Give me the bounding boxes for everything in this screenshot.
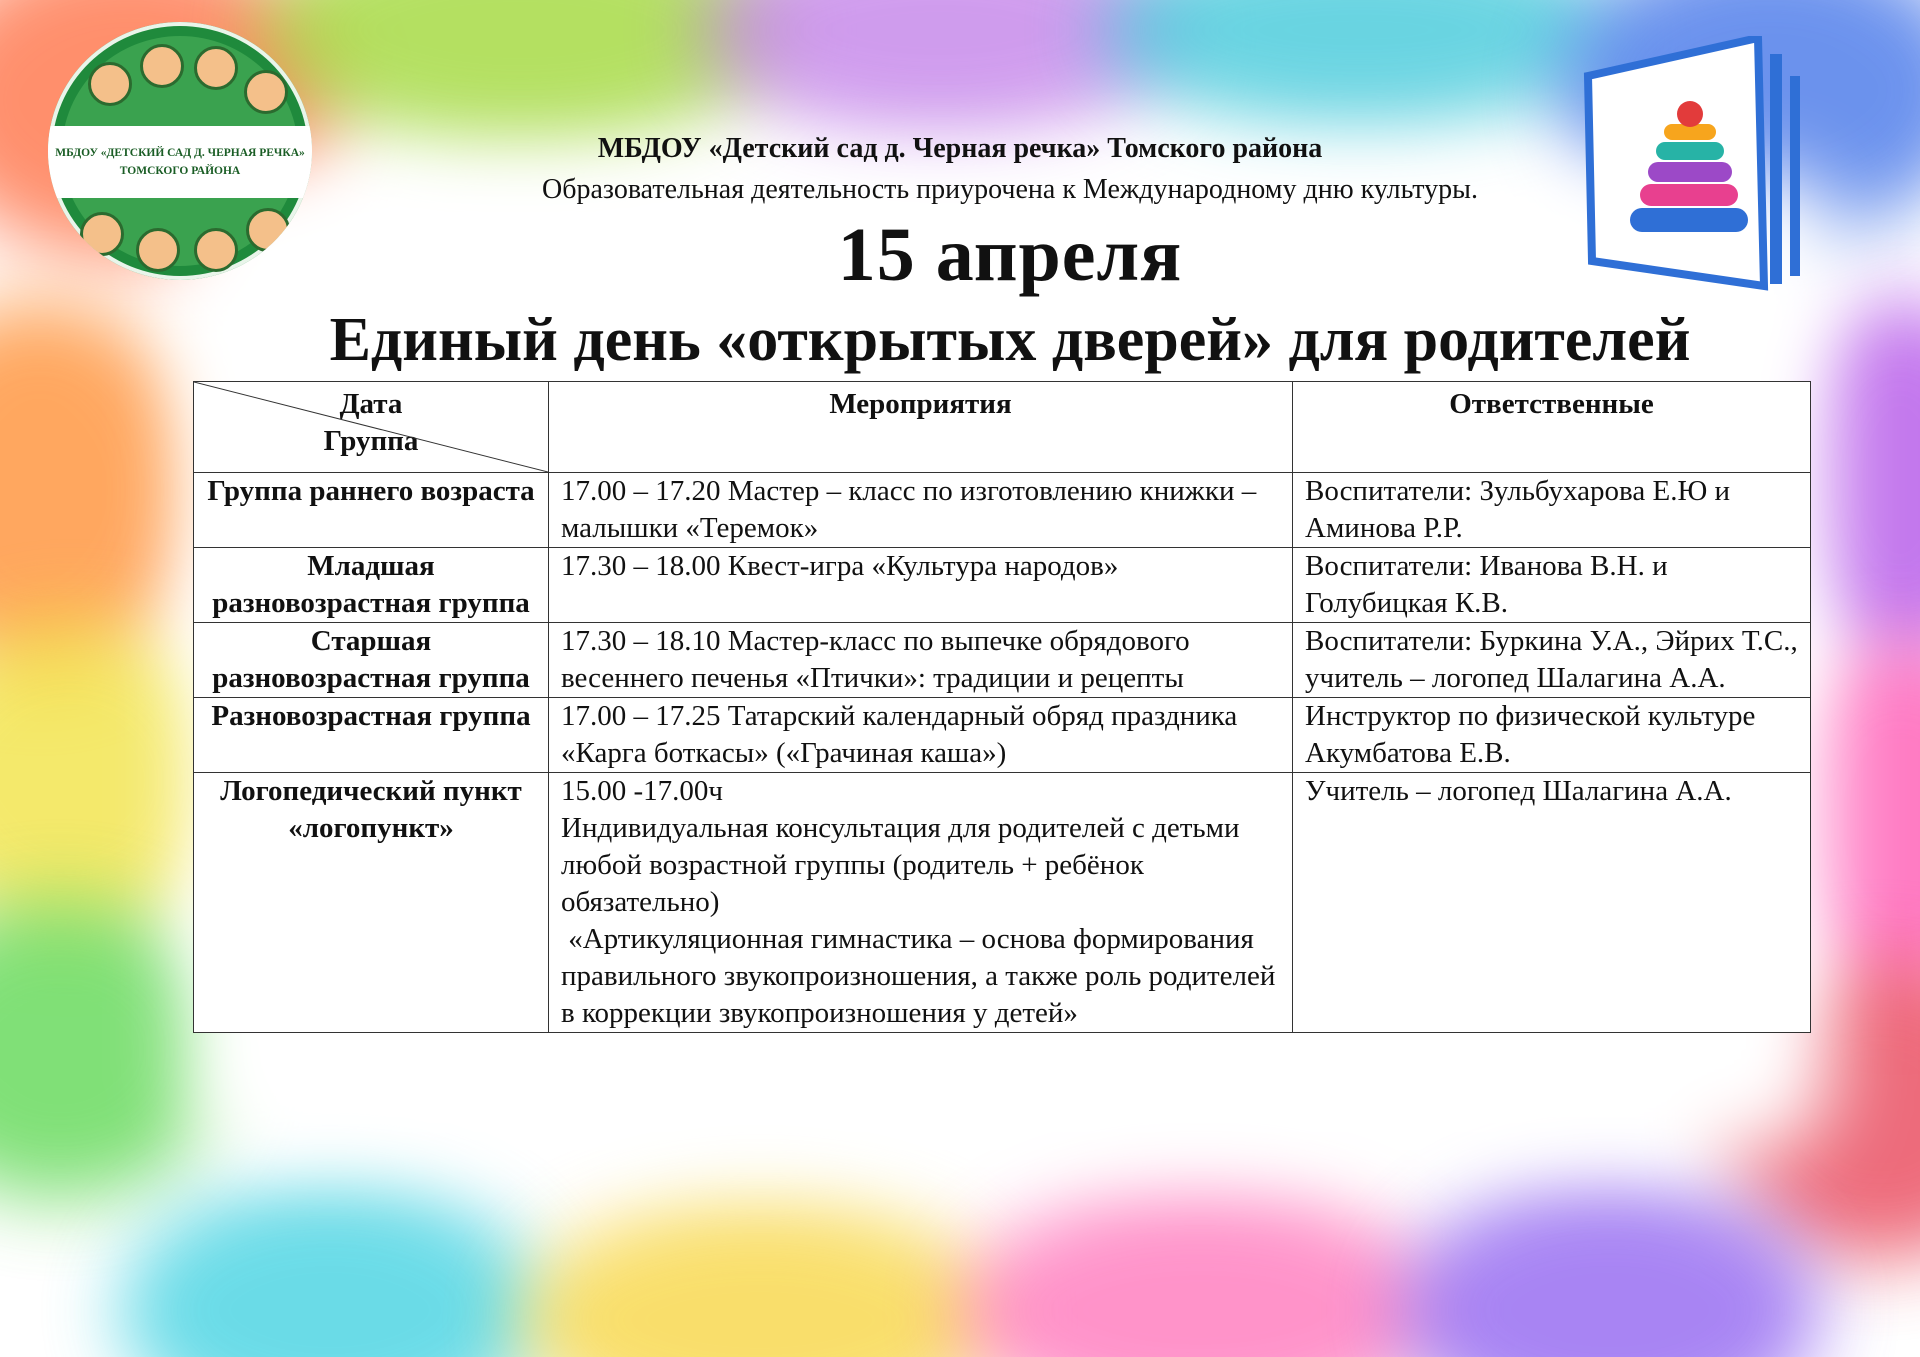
event-line: 17.30 – 18.00 Квест-игра «Культура народов» bbox=[561, 550, 1119, 582]
events-cell bbox=[549, 623, 1293, 698]
event-line: «Артикуляционная гимнастика – основа формирования правильного звукопроизношения, а также роль родителей в коррекции звукопроизношения у детей» bbox=[561, 923, 1283, 1029]
corner-header bbox=[194, 382, 549, 473]
event-line: 17.00 – 17.25 Татарский календарный обряд праздника «Карга боткасы» («Грачиная каша») bbox=[561, 700, 1245, 769]
responsible-cell: Инструктор по физической культуре Акумбатова Е.В. bbox=[1293, 698, 1811, 773]
logo-text-line1: МБДОУ «ДЕТСКИЙ САД Д. ЧЕРНАЯ РЕЧКА» bbox=[55, 146, 305, 159]
responsible-cell: Воспитатели: Иванова В.Н. и Голубицкая К.В. bbox=[1293, 548, 1811, 623]
events-cell bbox=[549, 698, 1293, 773]
event-line: 17.00 – 17.20 Мастер – класс по изготовлению книжки – малышки «Теремок» bbox=[561, 475, 1264, 544]
page-title: Единый день «открытых дверей» для родителей bbox=[329, 306, 1691, 374]
event-subtitle: Образовательная деятельность приурочена к Международному дню культуры. bbox=[542, 174, 1478, 205]
group-cell: Младшая разновозрастная группа bbox=[194, 548, 549, 623]
header-responsible: Ответственные bbox=[1293, 382, 1811, 473]
header-events: Мероприятия bbox=[549, 382, 1293, 473]
event-line: 15.00 -17.00ч bbox=[561, 775, 723, 807]
logo-text-line2: ТОМСКОГО РАЙОНА bbox=[119, 165, 241, 177]
event-line: 17.30 – 18.10 Мастер-класс по выпечке обрядового весеннего печенья «Птички»: традиции и рецепты bbox=[561, 625, 1197, 694]
events-cell bbox=[549, 473, 1293, 548]
table-header-row bbox=[194, 382, 1811, 473]
events-cell bbox=[549, 548, 1293, 623]
group-cell: Разновозрастная группа bbox=[194, 698, 549, 773]
responsible-cell: Воспитатели: Зульбухарова Е.Ю и Аминова Р.Р. bbox=[1293, 473, 1811, 548]
table-row bbox=[194, 698, 1811, 773]
diagonal-divider bbox=[194, 382, 548, 472]
organization-name: МБДОУ «Детский сад д. Черная речка» Томского района bbox=[597, 133, 1323, 164]
schedule-table bbox=[193, 381, 1811, 1033]
table-row bbox=[194, 623, 1811, 698]
table-row bbox=[194, 473, 1811, 548]
responsible-cell: Воспитатели: Буркина У.А., Эйрих Т.С., учитель – логопед Шалагина А.А. bbox=[1293, 623, 1811, 698]
table-row bbox=[194, 548, 1811, 623]
events-cell bbox=[549, 773, 1293, 1033]
group-cell: Группа раннего возраста bbox=[194, 473, 549, 548]
group-cell: Старшая разновозрастная группа bbox=[194, 623, 549, 698]
header-group: Группа bbox=[323, 425, 419, 457]
kindergarten-logo bbox=[48, 22, 312, 280]
header-date: Дата bbox=[339, 388, 403, 420]
group-cell: Логопедический пункт «логопункт» bbox=[194, 773, 549, 1033]
event-line: Индивидуальная консультация для родителей с детьми любой возрастной группы (родитель + ребёнок обязательно) bbox=[561, 812, 1247, 918]
responsible-cell: Учитель – логопед Шалагина А.А. bbox=[1293, 773, 1811, 1033]
event-date: 15 апреля bbox=[837, 213, 1183, 297]
table-row bbox=[194, 773, 1811, 1033]
